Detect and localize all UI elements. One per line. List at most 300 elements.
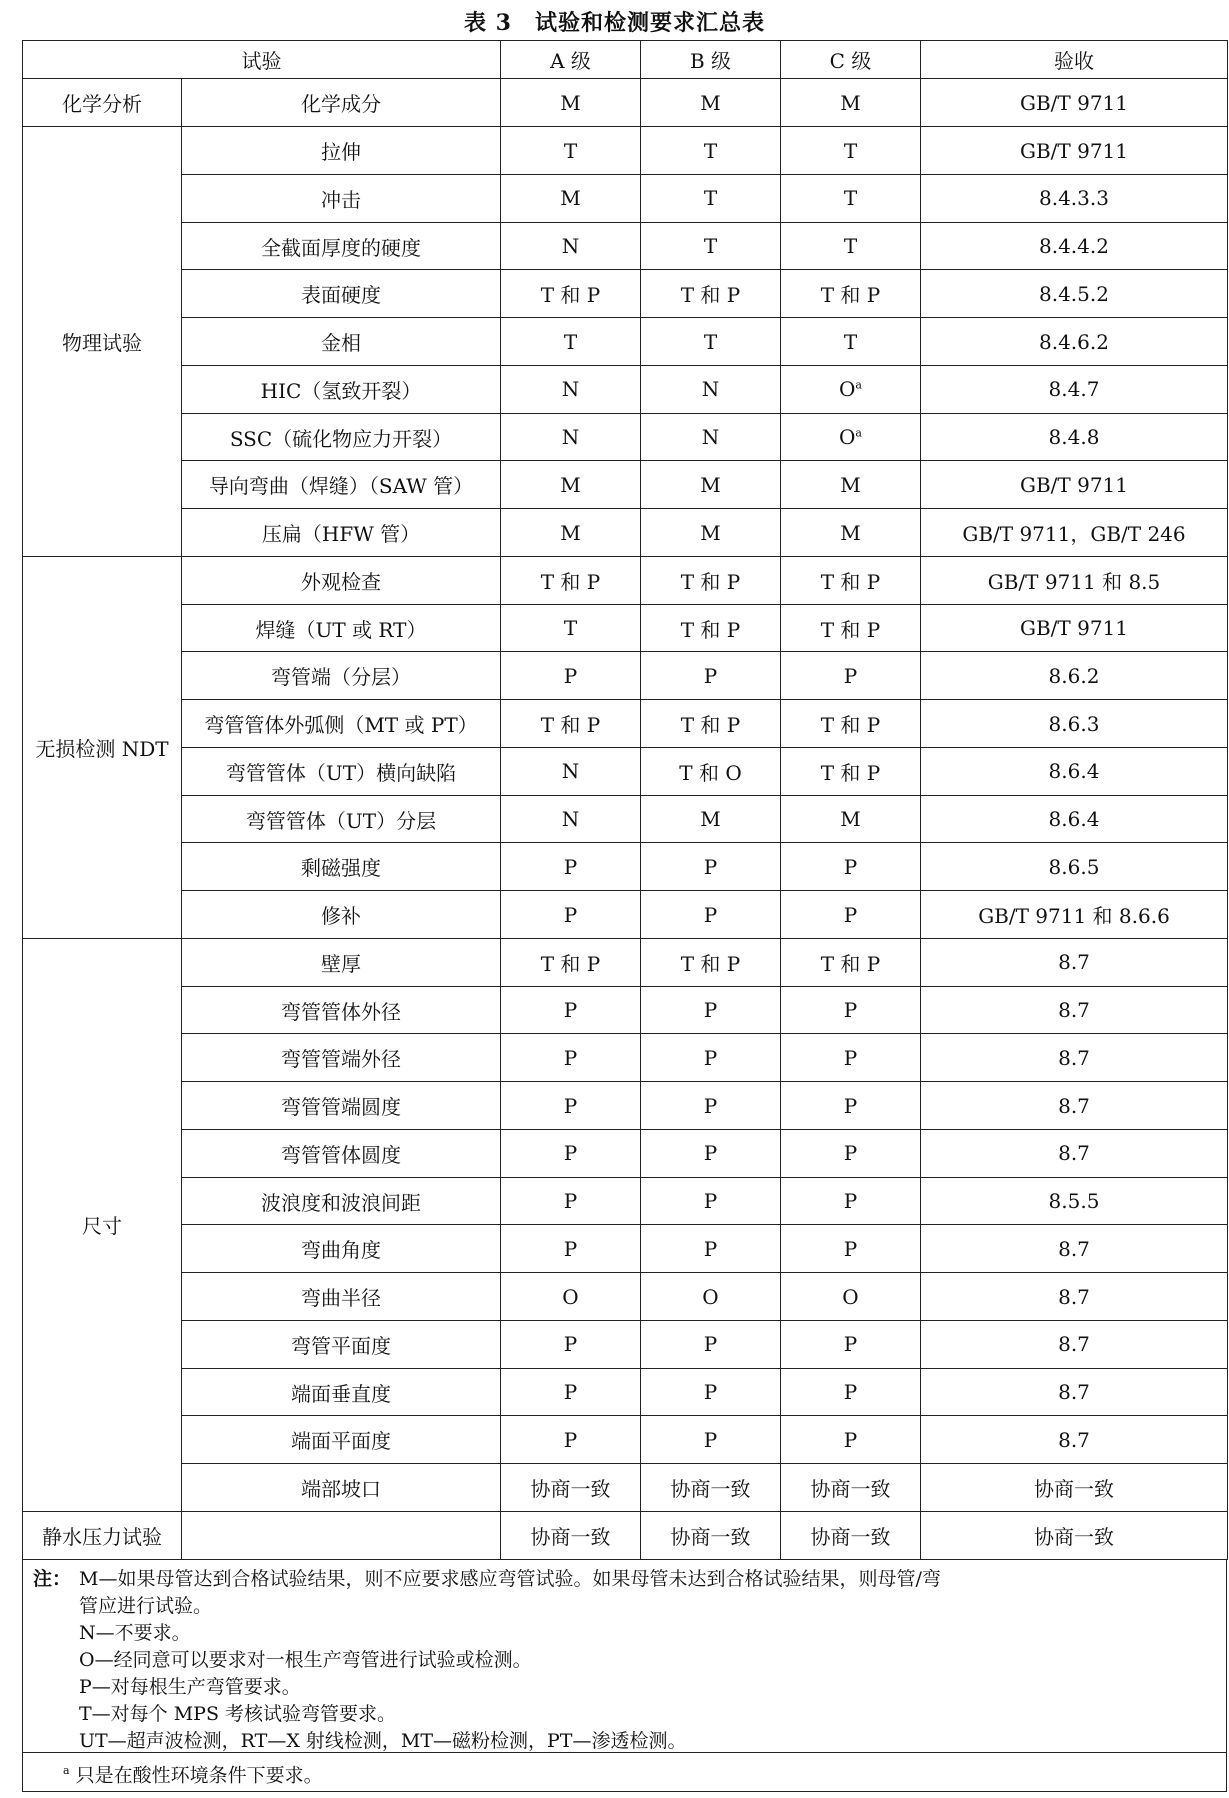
grade-a-cell-text: T 和 P [540, 283, 601, 308]
grade-c-cell [781, 843, 921, 891]
grade-a-cell [501, 1511, 641, 1559]
grade-a-cell-text: N [561, 759, 580, 784]
acceptance-cell [921, 222, 1228, 270]
grade-c-cell [781, 174, 921, 222]
test-item-cell-text: SSC（硫化物应力开裂） [229, 426, 453, 451]
grade-a-cell [501, 700, 641, 748]
grade-b-cell [641, 1511, 781, 1559]
footnote-ref: a [855, 378, 862, 392]
grade-c-cell-text: T [843, 234, 858, 259]
acceptance-cell-text: 协商一致 [1034, 1524, 1114, 1549]
grade-a-cell [501, 891, 641, 939]
acceptance-cell [921, 1416, 1228, 1464]
grade-b-cell [641, 891, 781, 939]
grade-c-cell-text: P [843, 1045, 858, 1070]
grade-c-cell-text: P [843, 998, 858, 1023]
grade-b-cell-text: M [700, 520, 721, 545]
grade-a-cell [501, 270, 641, 318]
grade-b-cell [641, 795, 781, 843]
grade-b-cell-text: 协商一致 [670, 1477, 751, 1502]
test-item-cell [182, 747, 501, 795]
acceptance-cell-text: 协商一致 [1034, 1477, 1114, 1502]
grade-b-cell [641, 1082, 781, 1130]
test-item-cell [182, 174, 501, 222]
grade-a-cell-text: N [561, 807, 580, 832]
acceptance-cell [921, 652, 1228, 700]
grade-a-cell [501, 1273, 641, 1321]
test-item-cell-text: 弯管管端圆度 [281, 1095, 401, 1120]
acceptance-cell-text: 8.7 [1058, 1380, 1090, 1405]
header-test: 试验 [23, 41, 501, 79]
test-item-cell [182, 1273, 501, 1321]
grade-b-cell-text: N [701, 377, 720, 402]
grade-a-cell-text: M [560, 472, 581, 497]
grade-b-cell-text: T [703, 138, 718, 163]
grade-c-cell [781, 1511, 921, 1559]
acceptance-cell [921, 461, 1228, 509]
grade-a-cell-text: T 和 P [540, 951, 601, 976]
grade-c-cell [781, 1464, 921, 1512]
acceptance-cell [921, 1368, 1228, 1416]
grade-a-cell [501, 1034, 641, 1082]
grade-b-cell-text: T 和 P [680, 617, 741, 642]
test-item-cell [182, 1368, 501, 1416]
grade-b-cell [641, 174, 781, 222]
test-item-cell [182, 1082, 501, 1130]
grade-b-cell [641, 1129, 781, 1177]
acceptance-cell-text: 8.4.4.2 [1039, 234, 1109, 259]
grade-b-cell-text: P [703, 663, 718, 688]
grade-b-cell [641, 1034, 781, 1082]
acceptance-cell-text: 8.7 [1058, 1093, 1090, 1118]
test-item-cell-text: 全截面厚度的硬度 [261, 235, 421, 260]
grade-c-cell [781, 365, 921, 413]
grade-c-cell [781, 509, 921, 557]
header-acceptance: 验收 [921, 41, 1228, 79]
note-line: 管应进行试验。 [79, 1595, 213, 1617]
grade-c-cell-text: T [843, 138, 858, 163]
table-row [23, 747, 1228, 795]
grade-a-cell [501, 79, 641, 127]
acceptance-cell [921, 174, 1228, 222]
acceptance-cell-text: 8.4.6.2 [1039, 329, 1109, 354]
grade-c-cell [781, 1129, 921, 1177]
grade-a-cell [501, 222, 641, 270]
grade-b-cell-text: P [703, 854, 718, 879]
table-row [23, 556, 1228, 604]
acceptance-cell [921, 365, 1228, 413]
grade-b-cell [641, 1464, 781, 1512]
grade-a-cell-text: P [563, 902, 578, 927]
test-item-cell-text: 弯管平面度 [291, 1333, 391, 1358]
grade-c-cell [781, 700, 921, 748]
grade-c-cell [781, 413, 921, 461]
grade-a-cell-text: T 和 P [540, 569, 601, 594]
grade-b-cell [641, 556, 781, 604]
acceptance-cell-text: 8.4.3.3 [1039, 186, 1109, 211]
grade-a-cell-text: P [563, 1427, 578, 1452]
grade-b-cell [641, 986, 781, 1034]
grade-c-cell-text: P [843, 1236, 858, 1261]
grade-c-cell [781, 1273, 921, 1321]
grade-a-cell [501, 556, 641, 604]
test-item-cell [182, 795, 501, 843]
acceptance-cell [921, 270, 1228, 318]
grade-b-cell [641, 318, 781, 366]
test-item-cell-text: 端部坡口 [301, 1477, 381, 1502]
grade-c-cell-text: P [843, 1189, 858, 1214]
grade-a-cell [501, 127, 641, 175]
acceptance-cell-text: 8.7 [1058, 1332, 1090, 1357]
acceptance-cell [921, 1034, 1228, 1082]
group-cell: 尺寸 [23, 938, 182, 1511]
table-caption: 表 3 试验和检测要求汇总表 [464, 10, 765, 36]
acceptance-cell-text: 8.5.5 [1048, 1189, 1100, 1214]
table-row [23, 318, 1228, 366]
grade-a-cell [501, 1464, 641, 1512]
grade-b-cell [641, 365, 781, 413]
acceptance-cell [921, 318, 1228, 366]
table-notes [22, 1560, 1227, 1753]
grade-b-cell-text: T [703, 329, 718, 354]
grade-c-cell-text: T 和 P [820, 617, 881, 642]
grade-b-cell [641, 1416, 781, 1464]
test-item-cell-text: 弯管管端外径 [281, 1047, 401, 1072]
grade-c-cell [781, 222, 921, 270]
acceptance-cell-text: 8.4.7 [1048, 377, 1100, 402]
test-item-cell [182, 1225, 501, 1273]
note-line: P—对每根生产弯管要求。 [79, 1676, 301, 1698]
grade-c-cell-text: T [843, 329, 858, 354]
acceptance-cell [921, 747, 1228, 795]
grade-c-cell-text: M [840, 807, 861, 832]
grade-b-cell-text: P [703, 1141, 718, 1166]
grade-c-cell [781, 1034, 921, 1082]
test-item-cell [182, 270, 501, 318]
grade-b-cell [641, 700, 781, 748]
acceptance-cell-text: 8.7 [1058, 950, 1090, 975]
group-cell: 静水压力试验 [23, 1511, 182, 1559]
grade-c-cell [781, 1082, 921, 1130]
grade-a-cell-text: N [561, 377, 580, 402]
grade-b-cell [641, 1368, 781, 1416]
note-line: O—经同意可以要求对一根生产弯管进行试验或检测。 [79, 1649, 532, 1671]
acceptance-cell [921, 1129, 1228, 1177]
footnote-text: 只是在酸性环境条件下要求。 [75, 1764, 323, 1787]
table-footnote [22, 1752, 1227, 1792]
grade-c-cell-text: P [843, 1380, 858, 1405]
grade-b-cell-text: P [703, 1427, 718, 1452]
grade-c-cell [781, 652, 921, 700]
acceptance-cell-text: 8.4.8 [1048, 425, 1100, 450]
test-item-cell-text: 拉伸 [321, 140, 361, 165]
grade-a-cell [501, 1129, 641, 1177]
grade-a-cell-text: N [561, 425, 580, 450]
acceptance-cell-text: GB/T 9711 [1019, 616, 1128, 641]
grade-b-cell-text: M [700, 807, 721, 832]
grade-c-cell [781, 461, 921, 509]
test-item-cell-text: 弯管管体外径 [281, 999, 401, 1024]
table-row [23, 604, 1228, 652]
grade-b-cell-text: T 和 O [679, 760, 742, 785]
acceptance-cell [921, 127, 1228, 175]
grade-b-cell-text: P [703, 902, 718, 927]
acceptance-cell-text: GB/T 9711 [1019, 90, 1128, 115]
grade-b-cell [641, 509, 781, 557]
grade-c-cell-text: O [842, 1284, 859, 1309]
notes-first-line [33, 1566, 1216, 1593]
grade-a-cell-text: P [563, 1189, 578, 1214]
acceptance-cell [921, 509, 1228, 557]
grade-c-cell-text: T 和 P [820, 283, 881, 308]
test-item-cell [182, 365, 501, 413]
test-item-cell-text: 端面垂直度 [291, 1381, 391, 1406]
grade-a-cell-text: M [560, 520, 581, 545]
grade-a-cell-text: T [563, 329, 578, 354]
grade-a-cell-text: M [560, 186, 581, 211]
grade-b-cell [641, 461, 781, 509]
test-item-cell-text: 外观检查 [301, 569, 381, 594]
grade-b-cell-text: 协商一致 [670, 1524, 751, 1549]
acceptance-cell [921, 556, 1228, 604]
test-item-cell [182, 556, 501, 604]
test-item-cell-text: 壁厚 [321, 951, 361, 976]
grade-c-cell-text: M [840, 472, 861, 497]
grade-c-cell-text: T [843, 186, 858, 211]
grade-a-cell-text: M [560, 90, 581, 115]
acceptance-cell-text: 8.6.4 [1048, 807, 1100, 832]
grade-b-cell [641, 127, 781, 175]
table-row [23, 1416, 1228, 1464]
grade-c-cell [781, 318, 921, 366]
grade-c-cell [781, 795, 921, 843]
test-item-cell [182, 938, 501, 986]
acceptance-cell-text: GB/T 9711，GB/T 246 [962, 522, 1186, 547]
test-item-cell-text: 修补 [321, 904, 361, 929]
header-grade-a: A 级 [501, 41, 641, 79]
table-row [23, 1511, 1228, 1559]
grade-a-cell [501, 1416, 641, 1464]
acceptance-cell [921, 1511, 1228, 1559]
grade-a-cell-text: P [563, 854, 578, 879]
grade-b-cell [641, 1225, 781, 1273]
grade-b-cell-text: T 和 P [680, 569, 741, 594]
grade-c-cell-text: P [843, 1093, 858, 1118]
note-line: N—不要求。 [79, 1622, 191, 1644]
grade-a-cell [501, 1320, 641, 1368]
table-row [23, 461, 1228, 509]
grade-b-cell-text: P [703, 998, 718, 1023]
test-item-cell-text: 弯管管体圆度 [281, 1142, 401, 1167]
grade-c-cell-text: T 和 P [820, 951, 881, 976]
test-item-cell-text: 冲击 [321, 187, 361, 212]
grade-a-cell-text: N [561, 234, 580, 259]
grade-a-cell-text: T [563, 138, 578, 163]
grade-c-cell-text: P [843, 1332, 858, 1357]
acceptance-cell [921, 1273, 1228, 1321]
test-item-cell [182, 1416, 501, 1464]
grade-c-cell-text: P [843, 902, 858, 927]
grade-b-cell [641, 938, 781, 986]
table-row [23, 270, 1228, 318]
table-row [23, 222, 1228, 270]
table-row [23, 79, 1228, 127]
grade-a-cell-text: P [563, 1236, 578, 1261]
acceptance-cell-text: 8.6.3 [1048, 711, 1100, 736]
grade-c-cell-text: T 和 P [820, 569, 881, 594]
test-item-cell [182, 843, 501, 891]
grade-c-cell [781, 79, 921, 127]
grade-c-cell [781, 938, 921, 986]
grade-c-cell [781, 1368, 921, 1416]
acceptance-cell [921, 938, 1228, 986]
grade-a-cell-text: 协商一致 [530, 1524, 611, 1549]
test-item-cell-text: 弯管管体（UT）分层 [245, 808, 437, 833]
grade-a-cell [501, 461, 641, 509]
grade-b-cell [641, 413, 781, 461]
acceptance-cell-text: 8.7 [1058, 998, 1090, 1023]
acceptance-cell-text: 8.7 [1058, 1284, 1090, 1309]
acceptance-cell [921, 700, 1228, 748]
test-item-cell-text: 压扁（HFW 管） [261, 522, 421, 547]
grade-c-cell-text: T 和 P [820, 713, 881, 738]
table-row [23, 795, 1228, 843]
footnote-marker: a [63, 1764, 70, 1777]
grade-a-cell [501, 604, 641, 652]
table-row [23, 1368, 1228, 1416]
table-row [23, 413, 1228, 461]
acceptance-cell [921, 1464, 1228, 1512]
table-row [23, 1034, 1228, 1082]
table-row [23, 1273, 1228, 1321]
grade-a-cell-text: P [563, 1141, 578, 1166]
grade-a-cell-text: T 和 P [540, 713, 601, 738]
note-line: T—对每个 MPS 考核试验弯管要求。 [79, 1703, 397, 1725]
grade-a-cell [501, 509, 641, 557]
grade-b-cell [641, 747, 781, 795]
grade-c-cell [781, 604, 921, 652]
test-item-cell [182, 700, 501, 748]
grade-a-cell-text: O [562, 1284, 579, 1309]
acceptance-cell-text: 8.6.2 [1048, 663, 1100, 688]
grade-c-cell-text: O [839, 425, 856, 450]
grade-a-cell [501, 1368, 641, 1416]
acceptance-cell [921, 891, 1228, 939]
test-item-cell-text: 弯管端（分层） [271, 665, 411, 690]
test-item-cell-text: 弯曲角度 [301, 1238, 381, 1263]
grade-a-cell-text: P [563, 1093, 578, 1118]
grade-b-cell [641, 652, 781, 700]
grade-b-cell [641, 79, 781, 127]
test-item-cell [182, 891, 501, 939]
acceptance-cell [921, 1320, 1228, 1368]
table-row [23, 986, 1228, 1034]
grade-c-cell [781, 1416, 921, 1464]
table-row [23, 1225, 1228, 1273]
grade-a-cell [501, 795, 641, 843]
grade-a-cell-text: P [563, 998, 578, 1023]
grade-a-cell [501, 365, 641, 413]
grade-b-cell-text: O [702, 1284, 719, 1309]
group-cell: 无损检测 NDT [23, 556, 182, 938]
grade-c-cell [781, 556, 921, 604]
acceptance-cell-text: 8.4.5.2 [1039, 281, 1109, 306]
acceptance-cell-text: GB/T 9711 和 8.5 [987, 569, 1161, 594]
grade-a-cell [501, 1082, 641, 1130]
test-item-cell [182, 318, 501, 366]
acceptance-cell-text: GB/T 9711 和 8.6.6 [978, 904, 1170, 929]
test-item-cell [182, 1464, 501, 1512]
test-item-cell [182, 986, 501, 1034]
table-row [23, 1082, 1228, 1130]
test-item-cell-text: 端面平面度 [291, 1429, 391, 1454]
table-row [23, 509, 1228, 557]
grade-a-cell-text: P [563, 1380, 578, 1405]
grade-c-cell [781, 127, 921, 175]
table-row [23, 700, 1228, 748]
table-row [23, 174, 1228, 222]
test-item-cell-text: 弯曲半径 [301, 1286, 381, 1311]
test-item-cell-text: 表面硬度 [301, 283, 381, 308]
note-line: M—如果母管达到合格试验结果，则不应要求感应弯管试验。如果母管未达到合格试验结果，则母管/弯 [79, 1568, 941, 1590]
grade-c-cell-text: 协商一致 [810, 1477, 891, 1502]
grade-b-cell-text: P [703, 1380, 718, 1405]
test-item-cell-text: 波浪度和波浪间距 [261, 1190, 421, 1215]
test-requirements-table [22, 40, 1228, 1560]
group-cell: 物理试验 [23, 127, 182, 557]
grade-c-cell-text: O [839, 377, 856, 402]
grade-b-cell-text: P [703, 1332, 718, 1357]
group-cell: 化学分析 [23, 79, 182, 127]
acceptance-cell [921, 604, 1228, 652]
notes-label: 注： [33, 1568, 72, 1590]
acceptance-cell [921, 1082, 1228, 1130]
grade-a-cell [501, 747, 641, 795]
grade-c-cell [781, 747, 921, 795]
grade-b-cell-text: T [703, 186, 718, 211]
grade-b-cell-text: M [700, 90, 721, 115]
grade-b-cell [641, 843, 781, 891]
grade-c-cell [781, 1320, 921, 1368]
table-row [23, 891, 1228, 939]
grade-c-cell-text: M [840, 90, 861, 115]
test-item-cell [182, 1320, 501, 1368]
grade-c-cell-text: 协商一致 [810, 1524, 891, 1549]
table-row [23, 1464, 1228, 1512]
grade-a-cell-text: P [563, 663, 578, 688]
test-item-cell [182, 1129, 501, 1177]
grade-b-cell-text: T [703, 234, 718, 259]
test-item-cell-text: 剩磁强度 [301, 856, 381, 881]
acceptance-cell [921, 986, 1228, 1034]
grade-a-cell [501, 652, 641, 700]
acceptance-cell [921, 79, 1228, 127]
grade-b-cell [641, 1320, 781, 1368]
test-item-cell-text: 金相 [321, 331, 361, 356]
test-item-cell [182, 1034, 501, 1082]
test-item-cell [182, 413, 501, 461]
grade-b-cell-text: T 和 P [680, 283, 741, 308]
test-item-cell [182, 509, 501, 557]
grade-a-cell [501, 843, 641, 891]
table-row [23, 938, 1228, 986]
grade-a-cell [501, 413, 641, 461]
table-row [23, 127, 1228, 175]
table-row [23, 1320, 1228, 1368]
grade-b-cell [641, 604, 781, 652]
grade-b-cell-text: P [703, 1045, 718, 1070]
header-grade-c: C 级 [781, 41, 921, 79]
